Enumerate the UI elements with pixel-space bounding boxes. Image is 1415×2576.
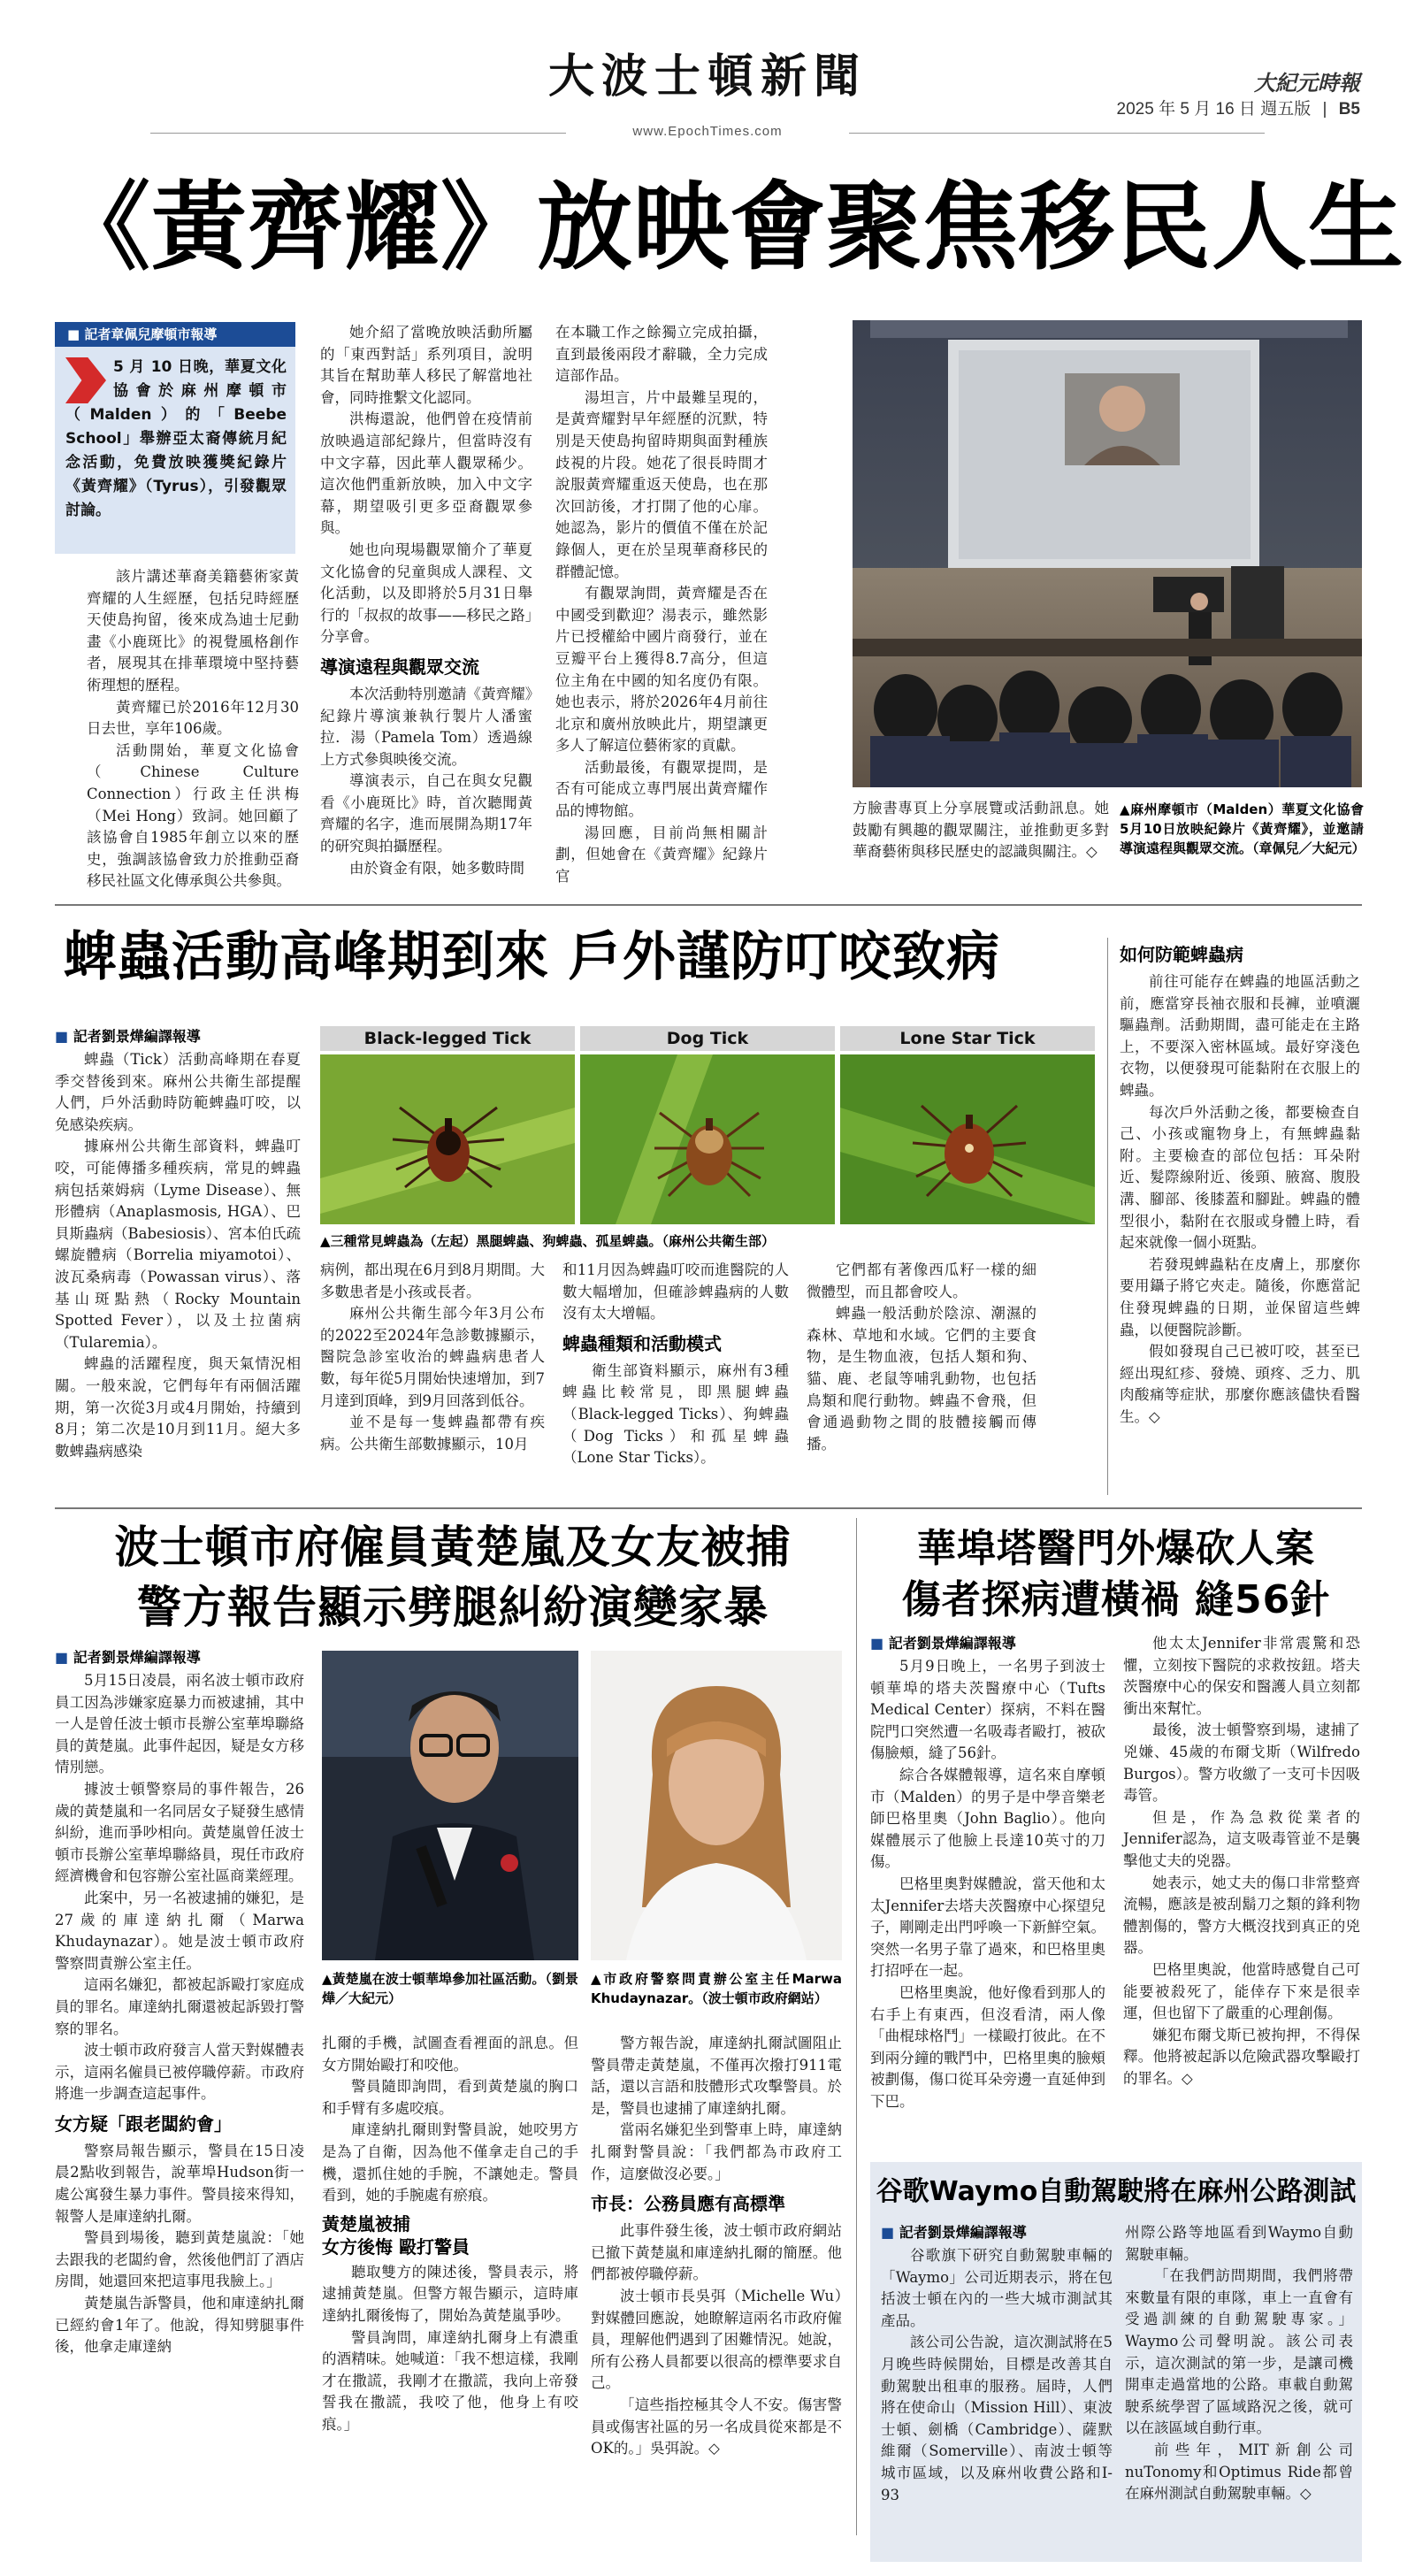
paragraph: 蜱蟲一般活動於陰涼、潮濕的森林、草地和水域。它們的主要食物，是生物血液，包括人類和狗、貓、鹿、老鼠等哺乳動物，也包括鳥類和爬行動物。蜱蟲不會飛，但會通過動物之間的肢體接觸而傳播。 (807, 1305, 1036, 1453)
paragraph: 警察局報告顯示，警員在15日凌晨2點收到報告，說華埠Hudson街一處公寓發生暴力事件。警員接來得知，報警人是庫達納扎爾。 (55, 2142, 304, 2225)
paragraph: 她也向現場觀眾簡介了華夏文化協會的兒童與成人課程、文化活動，以及即將於5月31日舉行的「叔叔的故事——移民之路」分享會。 (320, 540, 532, 646)
headline-waymo: 谷歌Waymo自動駕駛將在麻州公路測試 (876, 2176, 1357, 2207)
paragraph: 綜合各媒體報導，這名來自摩頓市（Malden）的男子是中學音樂老師巴格里奧（John Baglio）。他向媒體展示了他臉上長達10英寸的刀傷。 (870, 1766, 1105, 1871)
paragraph: 前些年，MIT新創公司nuTonomy和Optimus Ride都曾在麻州測試自動駕駛車輛。◇ (1125, 2441, 1353, 2503)
paragraph: 和11月因為蜱蟲叮咬而進醫院的人數大幅增加，但確診蜱蟲病的人數沒有太大增幅。 (562, 1261, 789, 1322)
a2-col2 (320, 1260, 545, 1455)
paragraph: 警員隨即詢問，看到黃楚嵐的胸口和手臂有多處咬痕。 (322, 2078, 578, 2117)
paragraph: 湯回應，目前尚無相關計劃，但她會在《黃齊耀》紀錄片官 (555, 824, 768, 885)
byline-bar: ■ 記者章佩兒摩頓市報導 (55, 322, 295, 347)
tick-icon (840, 1054, 1095, 1224)
a1-col3 (555, 322, 768, 887)
byline: ■ 記者劉景燁編譯報導 (55, 1647, 304, 1668)
section-divider (55, 1507, 1362, 1509)
headline-ticks: 蜱蟲活動高峰期到來 戶外謹防叮咬致病 (64, 926, 1000, 988)
tick-icon (580, 1054, 835, 1224)
headline-arrest-1: 波士頓市府僱員黃楚嵐及女友被捕 (114, 1522, 792, 1573)
paragraph: 5月15日凌晨，兩名波士頓市政府員工因為涉嫌家庭暴力而被逮捕，其中一人是曾任波士頓市長辦公室華埠聯絡員的黃楚嵐。此事件起因，疑是女方移情別戀。 (55, 1672, 304, 1776)
subheading: 黃楚嵐被捕 女方後悔 毆打警員 (322, 2212, 470, 2258)
a2-col4 (807, 1260, 1036, 1455)
page-number: B5 (1338, 100, 1360, 119)
paragraph: 有觀眾詢問，黃齊耀是否在中國受到歡迎？湯表示，雖然影片已授權給中國片商發行，並在豆瓣平台上獲得8.7高分，但這位主角在中國的知名度仍有限。她也表示，將於2026年4月前往北京和廣州放映此片，期望讓更多人了解這位藝術家的貢獻。 (555, 585, 768, 755)
a3-col1 (55, 1647, 304, 2358)
paragraph: 麻州公共衛生部今年3月公布的2022至2024年急診數據顯示，醫院急診室收治的蜱蟲病患者人數，每年從5月開始快速增加，到7月達到頂峰，到9月回落到低谷。 (320, 1305, 545, 1409)
issue-date: 2025 年 5 月 16 日 週五版 | B5 (1116, 100, 1360, 119)
wong-caption: ▲黃楚嵐在波士頓華埠參加社區活動。（劉景燁／大紀元） (322, 1971, 578, 2006)
paragraph: 假如發現自己已被叮咬，甚至已經出現紅疹、發燒、頭疼、乏力、肌肉酸痛等症狀，那麼你應該儘快看醫生。◇ (1120, 1343, 1360, 1425)
paragraph: 巴格里奧對媒體說，當天他和太太Jennifer去塔夫茨醫療中心探望兒子，剛剛走出門呼喚一下新鮮空氣。突然一名男子靠了過來，和巴格里奧打招呼在一起。 (870, 1874, 1105, 1980)
masthead-rule-right (849, 133, 1265, 134)
tick-label-lonestar: Lone Star Tick (840, 1026, 1095, 1051)
a1-col2 (320, 322, 532, 879)
a2-col3 (562, 1260, 789, 1469)
subheading: 導演遠程與觀眾交流 (320, 656, 479, 678)
paragraph: 這兩名嫌犯，都被起訴毆打家庭成員的罪名。庫達納扎爾還被起訴毀打警察的罪名。 (55, 1976, 304, 2037)
blacklegged-tick-photo (320, 1054, 575, 1224)
section-divider (55, 904, 1362, 906)
byline: ■ 記者劉景燁編譯報導 (55, 1026, 301, 1047)
paragraph: 聽取雙方的陳述後，警員表示，將逮捕黃楚嵐。但警方報告顯示，這時庫達納扎爾後悔了，開始為黃楚嵐爭吵。 (322, 2263, 578, 2324)
paragraph: 洪梅還說，他們曾在疫情前放映過這部紀錄片，但當時沒有中文字幕，因此華人觀眾稀少。這次他們重新放映，加入中文字幕，期望吸引更多亞裔觀眾參與。 (320, 410, 532, 537)
publication-logo: 大紀元時報 (1254, 70, 1360, 96)
paragraph: 扎爾的手機，試圖查看裡面的訊息。但女方開始毆打和咬他。 (322, 2035, 578, 2074)
site-url: www.EpochTimes.com (632, 124, 783, 139)
paragraph: 警員到場後，聽到黃楚嵐說：「她去跟我的老闆約會，然後他們訂了酒店房間，她還回來把這事甩我臉上。」 (55, 2229, 304, 2290)
paragraph: 它們都有著像西瓜籽一樣的細微體型，而且都會咬人。 (807, 1261, 1036, 1300)
a4-col1 (870, 1633, 1105, 2112)
headline-attack-1: 華埠塔醫門外爆砍人案 (917, 1526, 1315, 1571)
paragraph: 每次戶外活動之後，都要檢查自己、小孩或寵物身上，有無蜱蟲黏附。主要檢查的部位包括：耳朵附近、髮際線附近、後頸、腋窩、腹股溝、腳部、後膝蓋和腳趾。蜱蟲的體型很小，黏附在衣服或身體上時，看起來就像一個小斑點。 (1120, 1103, 1360, 1252)
masthead-rule (150, 133, 566, 134)
paragraph: 此事件發生後，波士頓市政府網站已撤下黃楚嵐和庫達納扎爾的簡歷。他們都被停職停薪。 (591, 2222, 842, 2283)
a4-col2 (1123, 1633, 1360, 2089)
byline: ■ 記者劉景燁編譯報導 (870, 1633, 1105, 1654)
paragraph: 州際公路等地區看到Waymo自動駕駛車輛。 (1125, 2224, 1353, 2263)
paragraph: 「在我們訪問期間，我們將帶來數量有限的車隊，車上一直會有受過訓練的自動駕駛專家。」Waymo公司聲明說。該公司表示，這次測試的第一步，是讓司機開車走過當地的公路。車載自動駕駛系統學習了區域路況之後，就可以在該區域自動行車。 (1125, 2267, 1353, 2437)
tick-caption: ▲三種常見蜱蟲為（左起）黑腿蜱蟲、狗蜱蟲、孤星蜱蟲。（麻州公共衛生部） (320, 1233, 776, 1249)
paragraph: 病例，都出現在6月到8月期間。大多數患者是小孩或長者。 (320, 1261, 545, 1300)
person-icon (322, 1651, 578, 1960)
paragraph: 她表示，她丈夫的傷口非常整齊流暢，應該是被刮鬍刀之類的鋒利物體割傷的，警方大概沒找到真正的兇器。 (1123, 1874, 1360, 1957)
paragraph: 黃齊耀已於2016年12月30日去世，享年106歲。 (87, 698, 299, 738)
paragraph: 她介紹了當晚放映活動所屬的「東西對話」系列項目，說明其旨在幫助華人移民了解當地社會，同時推繫文化認同。 (320, 324, 532, 406)
paragraph: 活動最後，有觀眾提問，是否有可能成立專門展出黃齊耀作品的博物館。 (555, 758, 768, 820)
paragraph: 湯坦言，片中最難呈現的，是黃齊耀對早年經歷的沉默，特別是天使島拘留時期與面對種族歧視的片段。她花了很長時間才說服黃齊耀重返天使島，也在那次回訪後，才打開了他的心扉。她認為，影片的價值不僅在於記錄個人，更在於呈現華裔移民的群體記憶。 (555, 388, 768, 580)
paragraph: 「這些指控極其令人不安。傷害警員或傷害社區的另一名成員從來都是不OK的。」吳弭說。◇ (591, 2396, 842, 2457)
a5-col1 (881, 2222, 1113, 2506)
a2-col1 (55, 1026, 301, 1462)
paragraph: 此案中，另一名被逮捕的嫌犯，是27歲的庫達納扎爾（Marwa Khudaynazar）。她是波士頓市政府警察問責辦公室主任。 (55, 1889, 304, 1972)
date-text: 2025 年 5 月 16 日 週五版 (1116, 100, 1312, 119)
paragraph: 本次活動特別邀請《黃齊耀》紀錄片導演兼執行製片人潘蜜拉．湯（Pamela Tom）透過線上方式參與映後交流。 (320, 685, 532, 768)
a2-sidebar (1120, 941, 1360, 1428)
paragraph: 導演表示，自己在與女兒觀看《小鹿斑比》時，首次聽聞黃齊耀的名字，進而展開為期17年的研究與拍攝歷程。 (320, 772, 532, 855)
screening-photo-illustration (853, 320, 1362, 787)
section-title: 大波士頓新聞 (547, 50, 867, 104)
paragraph: 波士頓市政府發言人當天對媒體表示，這兩名僱員已被停職停薪。市政府將進一步調查這起事件。 (55, 2042, 304, 2103)
paragraph: 該公司公告說，這次測試將在5月晚些時候開始，目標是改善其自動駕駛出租車的服務。屆時，人們將在使命山（Mission Hill）、東波士頓、劍橋（Cambridge）、薩默維爾（Somerville）、南波士頓等城市區域，以及麻州收費公路和I-93 (881, 2334, 1113, 2503)
paragraph: 他太太Jennifer非常震驚和恐懼，立刻按下醫院的求救按鈕。塔夫茨醫療中心的保安和醫護人員立刻都衝出來幫忙。 (1123, 1635, 1360, 1717)
screening-photo (853, 320, 1362, 787)
lonestar-tick-photo (840, 1054, 1095, 1224)
byline-text: 記者章佩兒摩頓市報導 (84, 326, 218, 342)
paragraph: 在本職工作之餘獨立完成拍攝，直到最後兩段才辭職，全力完成這部作品。 (555, 324, 768, 385)
paragraph: 巴格里奧說，他當時感覺自己可能要被殺死了，能倖存下來是很幸運，但也留下了嚴重的心理創傷。 (1123, 1960, 1360, 2022)
screening-caption: ▲麻州摩頓市（Malden）華夏文化協會5月10日放映紀錄片《黃齊耀》，並邀請導演遠程與觀眾交流。（章佩兒／大紀元） (1120, 801, 1365, 856)
portrait-wong (322, 1651, 578, 1960)
paragraph: 若發現蜱蟲粘在皮膚上，那麼你要用鑷子將它夾走。隨後，你應當記住發現蜱蟲的日期，並保留這些蜱蟲，以便醫院診斷。 (1120, 1255, 1360, 1338)
paragraph: 蜱蟲的活躍程度，與天氣情況相關。一般來說，它們每年有兩個活躍期，第一次從3月或4月開始，持續到8月；第二次是10月到11月。絕大多數蜱蟲病感染 (55, 1355, 301, 1460)
paragraph: 5月9日晚上，一名男子到波士頓華埠的塔夫茨醫療中心（Tufts Medical Center）探病，不料在醫院門口突然遭一名吸毒者毆打，被砍傷臉頰，縫了56針。 (870, 1658, 1105, 1762)
paragraph: 谷歌旗下研究自動駕駛車輛的「Waymo」公司近期表示，將在包括波士頓在內的一些大城市測試其產品。 (881, 2247, 1113, 2329)
paragraph: 該片講述華裔美籍藝術家黃齊耀的人生經歷，包括兒時經歷天使島拘留，後來成為迪士尼動畫《小鹿斑比》的視覺風格創作者，展現其在排華環境中堅持藝術理想的歷程。 (87, 568, 299, 694)
paragraph: 最後，波士頓警察到場，逮捕了兇嫌、45歲的布爾戈斯（Wilfredo Burgos）。警方收繳了一支可卡因吸毒管。 (1123, 1721, 1360, 1805)
paragraph: 並不是每一隻蜱蟲都帶有疾病。公共衛生部數據顯示，10月 (320, 1414, 545, 1453)
a1-col1 (87, 566, 299, 893)
lead-text (55, 347, 295, 523)
paragraph: 據麻州公共衛生部資料，蜱蟲叮咬，可能傳播多種疾病，常見的蜱蟲病包括萊姆病（Lyme Disease）、無形體病（Anaplasmosis, HGA）、巴貝斯蟲病（Babesiosis）、宮本伯氏疏螺旋體病（Borrelia miyamotoi）、波瓦桑病毒（Powassan virus）、落基山斑點熱（Rocky Mountain Spotted Fever），以及土拉菌病（Tularemia）。 (55, 1138, 301, 1351)
tick-label-blacklegged: Black-legged Tick (320, 1026, 575, 1051)
headline-arrest-2: 警方報告顯示劈腿糾紛演變家暴 (137, 1582, 769, 1633)
paragraph: 警方報告說，庫達納扎爾試圖阻止警員帶走黃楚嵐，不僅再次撥打911電話，還以言語和肢體形式攻擊警員。於是，警員也逮捕了庫達納扎爾。 (591, 2035, 842, 2117)
lead-paragraph: 5 月 10 日晚，華夏文化協會於麻州摩頓市（Malden）的「Beebe School」舉辦亞太裔傳統月紀念活動，免費放映獲獎紀錄片《黃齊耀》（Tyrus），引發觀眾討論。 (65, 358, 287, 519)
paragraph: 波士頓市長吳弭（Michelle Wu）對媒體回應說，她瞭解這兩名市政府僱員，理解他們遇到了困難情況。她說，所有公務人員都要以很高的標準要求自己。 (591, 2287, 842, 2392)
paragraph: 衛生部資料顯示，麻州有3種蜱蟲比較常見，即黑腿蜱蟲（Black-legged Ticks）、狗蜱蟲（Dog Ticks）和孤星蜱蟲（Lone Star Ticks）。 (562, 1361, 789, 1467)
column-rule (856, 1518, 857, 2535)
portrait-khudaynazar (591, 1651, 842, 1960)
dog-tick-photo (580, 1054, 835, 1224)
paragraph: 活動開始，華夏文化協會（Chinese Culture Connection）行政主任洪梅（Mei Hong）致詞。她回顧了該協會自1985年創立以來的歷史，強調該協會致力於推動亞裔移民社區文化傳承與公共參與。 (87, 741, 299, 890)
paragraph: 巴格里奧說，他好像看到那人的右手上有東西，但沒看清，兩人像「曲棍球格鬥」一樣毆打彼此。在不到兩分鐘的戰鬥中，巴格里奧的臉頰被劃傷，傷口從耳朵旁邊一直延伸到下巴。 (870, 1983, 1105, 2110)
a5-col2 (1125, 2222, 1353, 2505)
paragraph: 警員詢問，庫達納扎爾身上有濃重的酒精味。她喊道：「我不想這樣，我剛才在撒謊，我剛才在撒謊，我向上帝發誓我在撒謊，我咬了他，他身上有咬痕。」 (322, 2328, 578, 2433)
khudaynazar-caption: ▲市政府警察問責辦公室主任Marwa Khudaynazar。（波士頓市政府網站） (591, 1971, 842, 2006)
subheading: 蜱蟲種類和活動模式 (562, 1332, 722, 1354)
red-arrow-icon (65, 357, 106, 403)
paragraph: 但是，作為急救從業者的Jennifer認為，這支吸毒管並不是襲擊他丈夫的兇器。 (1123, 1808, 1360, 1869)
byline: ■ 記者劉景燁編譯報導 (881, 2222, 1113, 2243)
paragraph: 方臉書專頁上分享展覽或活動訊息。她鼓勵有興趣的觀眾關注，並推動更多對華裔藝術與移民歷史的認識與關注。◇ (853, 800, 1109, 861)
a1-col4 (853, 798, 1109, 863)
headline-attack-2: 傷者探病遭橫禍 縫56針 (901, 1577, 1331, 1622)
paragraph: 蜱蟲（Tick）活動高峰期在春夏季交替後到來。麻州公共衛生部提醒人們，戶外活動時防範蜱蟲叮咬，以免感染疾病。 (55, 1051, 301, 1133)
paragraph: 庫達納扎爾則對警員說，她咬男方是為了自衛，因為他不僅拿走自己的手機，還抓住她的手腕，不讓她走。警員看到，她的手腕處有瘀痕。 (322, 2121, 578, 2204)
tick-label-dog: Dog Tick (580, 1026, 835, 1051)
a3-col2 (322, 2033, 578, 2436)
paragraph: 據波士頓警察局的事件報告，26歲的黃楚嵐和一名同居女子疑發生感情糾紛，進而爭吵相向。黃楚嵐曾任波士頓市長辦公室華埠聯絡員，現任市政府經濟機會和包容辦公室社區商業經理。 (55, 1780, 304, 1885)
paragraph: 黃楚嵐告訴警員，他和庫達納扎爾已經約會1年了。他說，得知劈腿事件後，他拿走庫達納 (55, 2295, 304, 2356)
paragraph: 前往可能存在蜱蟲的地區活動之前，應當穿長袖衣服和長褲，並噴灑驅蟲劑。活動期間，盡可能走在主路上，不要深入密林區域。最好穿淺色衣物，以便發現可能黏附在衣服上的蜱蟲。 (1120, 973, 1360, 1099)
paragraph: 由於資金有限，她多數時間 (349, 859, 524, 877)
lead-box (55, 322, 295, 554)
person-icon (591, 1651, 842, 1960)
column-rule (1107, 938, 1108, 1495)
headline-tyrus: 《黃齊耀》放映會聚焦移民人生 (55, 172, 1405, 283)
sidebar-title: 如何防範蜱蟲病 (1120, 944, 1243, 965)
a3-col3 (591, 2033, 842, 2460)
subheading: 市長：公務員應有高標準 (591, 2193, 785, 2215)
paragraph: 當兩名嫌犯坐到警車上時，庫達納扎爾對警員說：「我們都為市政府工作，這麼做沒必要。」 (591, 2121, 842, 2182)
tick-icon (320, 1054, 575, 1224)
paragraph: 嫌犯布爾戈斯已被拘押，不得保釋。他將被起訴以危險武器攻擊毆打的罪名。◇ (1123, 2026, 1360, 2087)
subheading: 女方疑「跟老闆約會」 (55, 2112, 232, 2135)
